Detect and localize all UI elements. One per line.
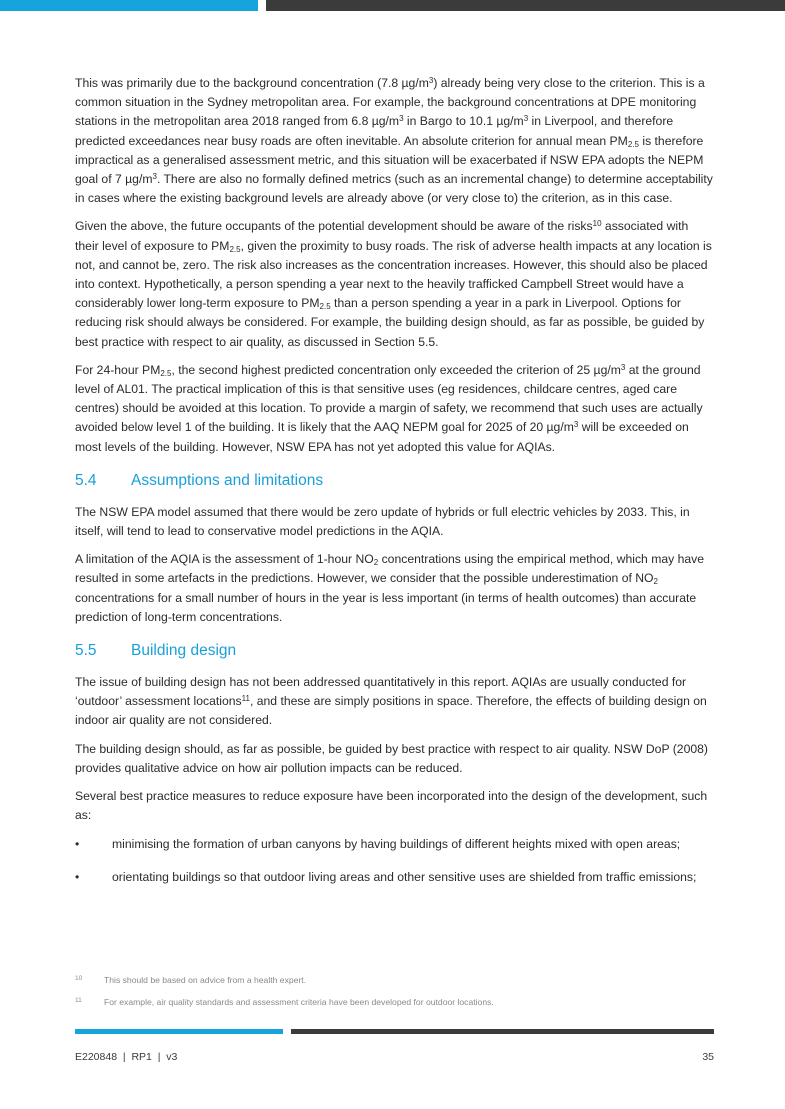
paragraph-occupant-risks: Given the above, the future occupants of the potential development should be aware of the risks$^{10}$ associated with their level of exposure to $PM_{2.5}$, given the proximity to busy roads. The risk of adverse health impacts at any location is not, and cannot be, zero. The risk also increases as the concentration increases. However, this should also be placed into context. Hypothetically, a person spending a year next to the heavily trafficked Campbell Street would have a considerably lower long-term exposure to $PM_{2.5}$ than a person spending a year in a park in Liverpool. Options for reducing risk should always be considered. For example, the building design should, as far as possible, be guided by best practice with respect to air quality, as discussed in Section 5.5. [75, 219, 712, 349]
list-item [75, 835, 714, 854]
document-reference: E220848 | RP1 | v3 [75, 1051, 178, 1063]
section-heading-5-4 [75, 471, 714, 491]
section-heading-5-5 [75, 641, 714, 661]
footnote-text: This should be based on advice from a health expert. [104, 975, 307, 985]
header-accent-bar [0, 0, 258, 11]
page-body [75, 74, 714, 901]
bullet-icon: • [75, 836, 80, 851]
footnote-11 [75, 997, 714, 1007]
paragraph-24-hour-pm25: For 24-hour $PM_{2.5}$, the second highest predicted concentration only exceeded the criterion of 25 $\mu g/m^3$ at the ground level of AL01. The practical implication of this is that sensitive uses (eg residences, childcare centres, aged care centres) should be avoided at this location. To provide a margin of safety, we recommend that such uses are actually avoided below level 1 of the building. It is likely that the AAQ NEPM goal for 2025 of 20 $\mu g/m^3$ will be exceeded on most levels of the building. However, NSW EPA has not yet adopted this value for AQIAs. [75, 362, 703, 454]
footer-accent-bar [75, 1029, 283, 1034]
footnote-text: For example, air quality standards and assessment criteria have been developed for outdoor locations. [104, 997, 494, 1007]
section-number: 5.5 [75, 642, 97, 660]
paragraph-measures-intro: Several best practice measures to reduce exposure have been incorporated into the design of the development, such as: [75, 789, 708, 823]
footnote-number: 10 [75, 975, 83, 982]
footnote-10 [75, 975, 714, 985]
section-number: 5.4 [75, 471, 97, 489]
list-item [75, 868, 714, 887]
paragraph-best-practice: The building design should, as far as possible, be guided by best practice with respect to air quality. NSW DoP (2008) provides qualitative advice on how air pollution impacts can be reduced. [75, 741, 708, 775]
paragraph-background-concentration: This was primarily due to the background concentration (7.8 $\mu g/m^3$) already being very close to the criterion. This is a common situation in the Sydney metropolitan area. For example, the background concentrations at DPE monitoring stations in the metropolitan area 2018 ranged from 6.8 $\mu g/m^3$ in Bargo to 10.1 $\mu g/m^3$ in Liverpool, and therefore predicted exceedances near busy roads are often inevitable. An absolute criterion for annual mean $PM_{2.5}$ is therefore impractical as a generalised assessment metric, and this situation will be exacerbated if NSW EPA adopts the NEPM goal of 7 $\mu g/m^3$. There are also no formally defined metrics (such as an incremental change) to determine acceptability in cases where the existing background levels are already above (or very close to) the criterion, as in this case. [75, 76, 713, 206]
section-title: Building design [131, 642, 237, 660]
bullet-icon: • [75, 869, 80, 884]
section-title: Assumptions and limitations [131, 471, 324, 489]
page-number: 35 [702, 1051, 714, 1063]
paragraph-building-design-issue: The issue of building design has not been addressed quantitatively in this report. AQIAs are usually conducted for ‘outdoor’ assessment locations$^{11}$, and these are simply positions in space. Therefore, the effects of building design on indoor air quality are not considered. [75, 675, 707, 728]
footnote-ref-11[interactable]: 11 [241, 694, 250, 704]
list-item-text: orientating buildings so that outdoor living areas and other sensitive uses are shielded from traffic emissions; [112, 869, 697, 884]
footnote-number: 11 [75, 997, 82, 1004]
paragraph-epa-model: The NSW EPA model assumed that there would be zero update of hybrids or full electric vehicles by 2033. This, in itself, will tend to lead to conservative model predictions in the AQIA. [75, 504, 690, 539]
footnotes [75, 975, 714, 1019]
header-dark-bar [266, 0, 785, 11]
footer-dark-bar [291, 1029, 714, 1034]
page-footer [75, 1051, 714, 1063]
paragraph-aqia-limitation: A limitation of the AQIA is the assessment of 1-hour $NO_2$ concentrations using the empirical method, which may have resulted in some artefacts in the predictions. However, we consider that the possible underestimation of $NO_2$ concentrations for a small number of hours in the year is less important (in terms of health outcomes) than accurate prediction of long-term concentrations. [75, 552, 705, 624]
list-item-text: minimising the formation of urban canyons by having buildings of different heights mixed with open areas; [112, 836, 681, 851]
footnote-ref-10[interactable]: 10 [592, 219, 602, 229]
